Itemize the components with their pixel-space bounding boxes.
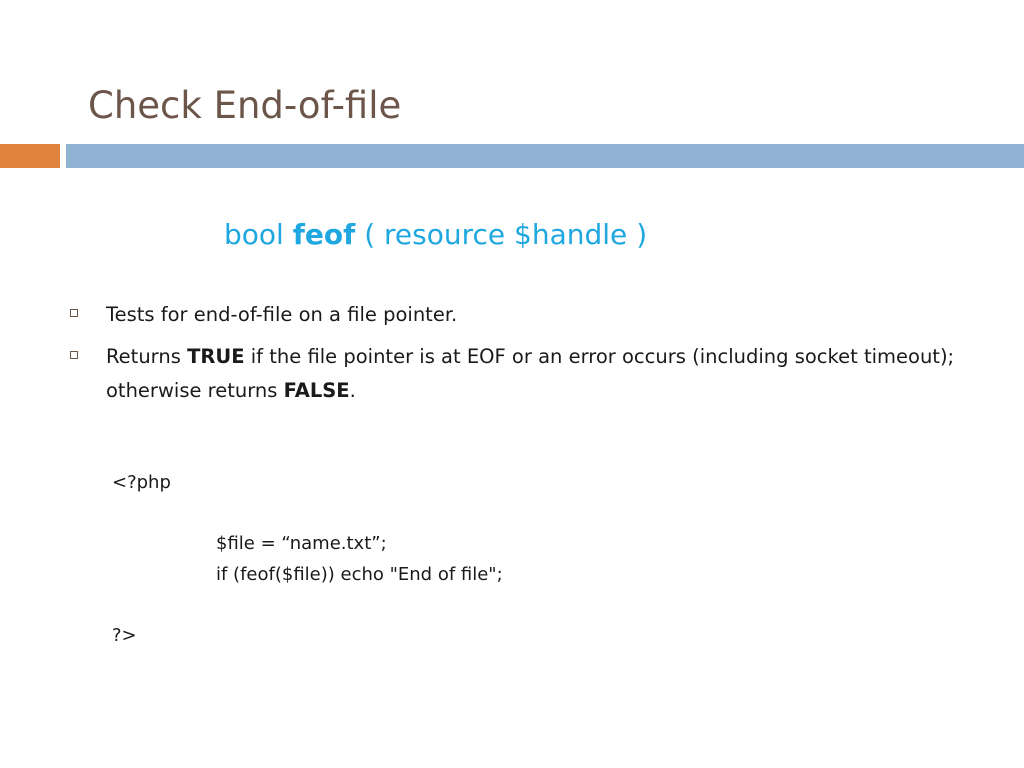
code-close-tag: ?>	[112, 625, 137, 646]
signature-params: ( resource $handle )	[355, 218, 648, 251]
bullet-item	[68, 340, 968, 408]
bullet-bold-false: FALSE	[283, 379, 350, 402]
title-accent-bar-orange	[0, 144, 60, 168]
function-signature	[224, 218, 647, 251]
signature-return-type: bool	[224, 218, 293, 251]
bullet-list	[68, 298, 968, 416]
title-accent-bar-blue	[66, 144, 1024, 168]
signature-function-name: feof	[292, 218, 356, 251]
bullet-text: Tests for end-of-file on a file pointer.	[106, 303, 458, 326]
bullet-item	[68, 298, 968, 332]
code-line: if (feof($file)) echo "End of file";	[216, 564, 503, 585]
square-bullet-icon	[70, 309, 78, 317]
slide-title: Check End-of-file	[88, 84, 402, 127]
bullet-text-part: Returns	[106, 345, 188, 368]
bullet-bold-true: TRUE	[187, 345, 245, 368]
bullet-text-part: .	[349, 379, 356, 402]
bullet-text-part: if the file pointer is at EOF or an error occurs (including socket timeout); otherwise returns	[106, 345, 955, 402]
code-open-tag: <?php	[112, 472, 171, 493]
square-bullet-icon	[70, 351, 78, 359]
code-line: $file = “name.txt”;	[216, 533, 387, 554]
